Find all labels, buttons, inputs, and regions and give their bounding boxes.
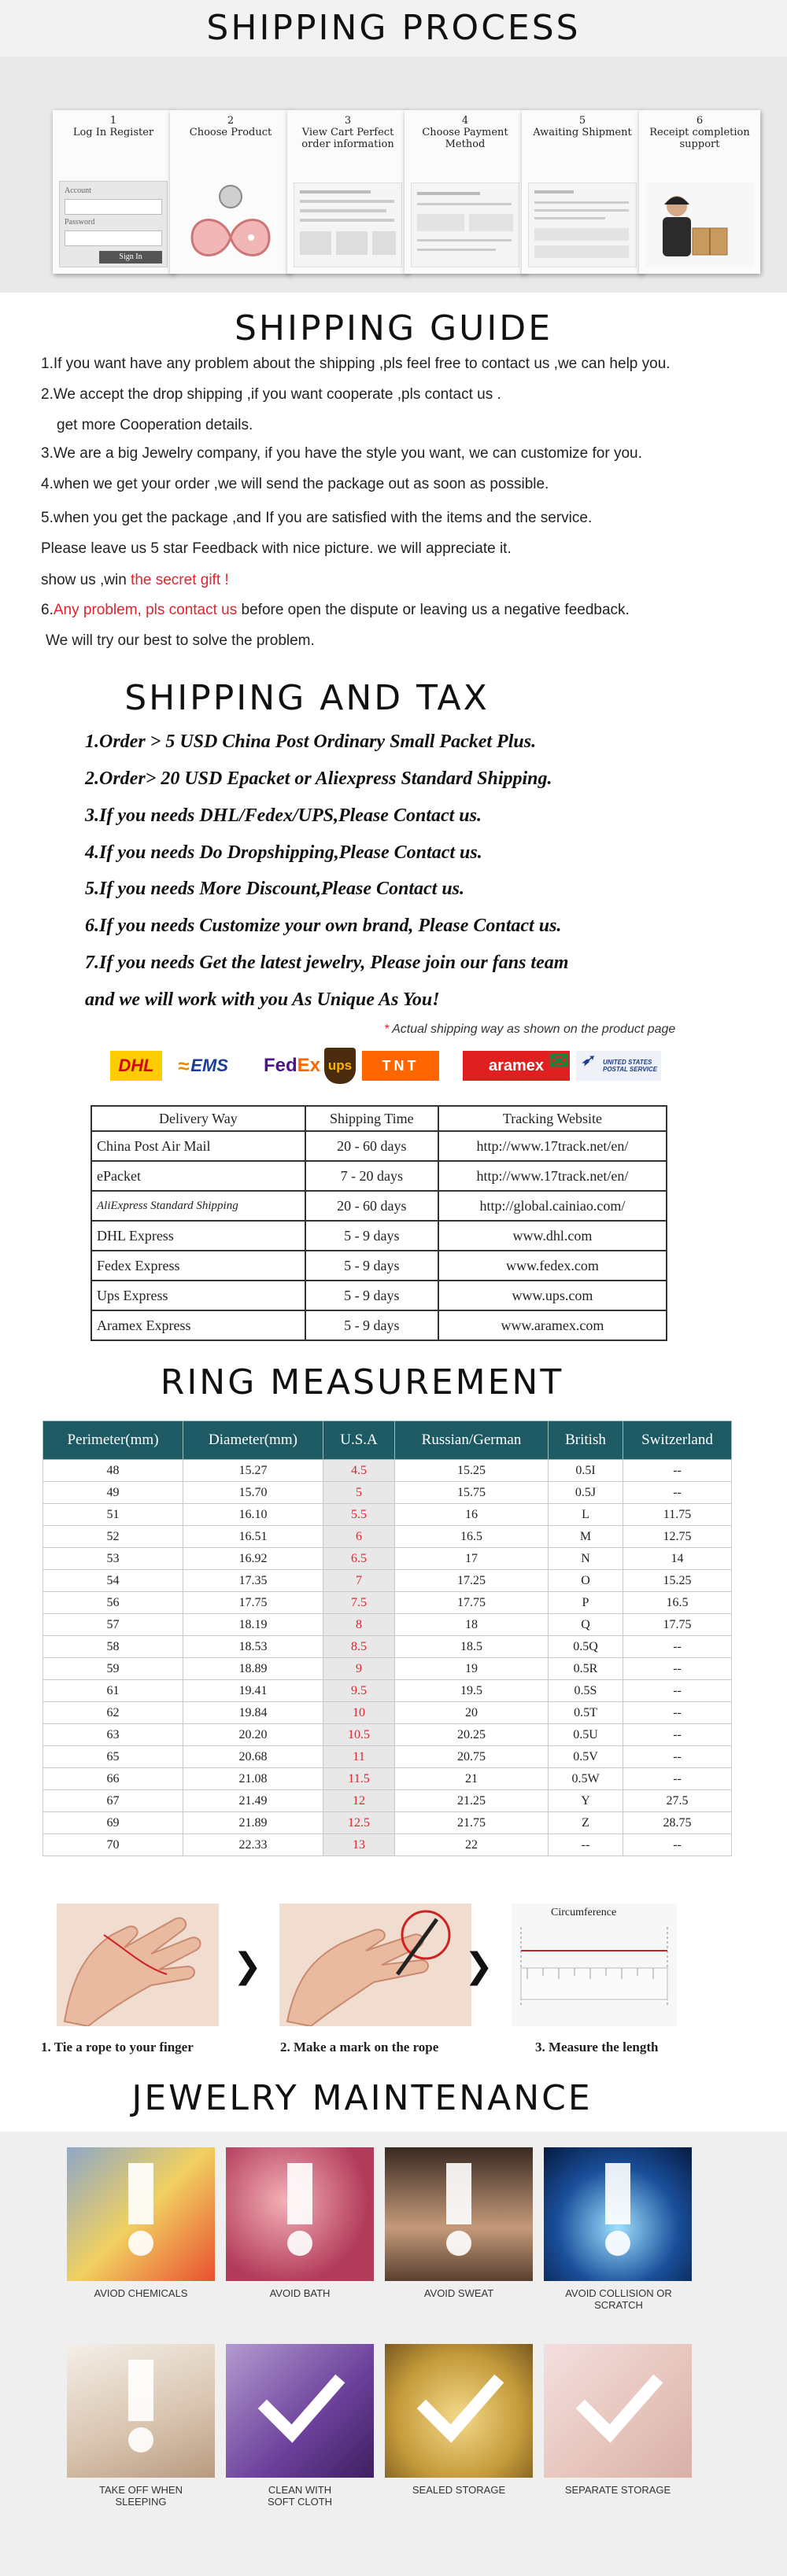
table-cell: -- — [623, 1724, 732, 1746]
table-row — [43, 1526, 732, 1548]
guide-line-5: 4.when we get your order ,we will send the package out as soon as possible. — [41, 476, 549, 492]
table-cell: 17.25 — [395, 1570, 549, 1592]
charm-pendant-image — [176, 182, 285, 267]
login-form-illustration — [59, 181, 168, 267]
step-label: Choose Payment Method — [422, 127, 508, 150]
table-cell: 16.10 — [183, 1504, 323, 1526]
table-row — [43, 1790, 732, 1812]
table-cell: 61 — [43, 1680, 183, 1702]
column-header: Diameter(mm) — [183, 1421, 323, 1460]
table-cell: 59 — [43, 1658, 183, 1680]
guide-line-6: 5.when you get the package ,and If you are satisfied with the items and the service. — [41, 510, 593, 526]
payment-page-image — [411, 182, 519, 267]
table-cell: 20.20 — [183, 1724, 323, 1746]
table-header-row — [91, 1106, 667, 1131]
table-cell: O — [549, 1570, 623, 1592]
table-cell: 10.5 — [323, 1724, 395, 1746]
maintenance-caption: SEALED STORAGE — [412, 2484, 506, 2496]
delivery-table — [91, 1105, 667, 1341]
step-view-cart — [287, 110, 408, 274]
table-row — [43, 1614, 732, 1636]
tax-line-8: and we will work with you As Unique As You! — [85, 989, 440, 1010]
table-cell: M — [549, 1526, 623, 1548]
step-number: 3 — [344, 115, 352, 127]
table-cell: 9 — [323, 1658, 395, 1680]
table-row — [43, 1812, 732, 1834]
table-row — [43, 1460, 732, 1482]
separate-storage-image — [544, 2344, 692, 2478]
table-cell: N — [549, 1548, 623, 1570]
circumference-label: Circumference — [551, 1907, 617, 1918]
table-cell: 17.75 — [395, 1592, 549, 1614]
guide-line-3: get more Cooperation details. — [57, 417, 253, 433]
column-header: Shipping Time — [305, 1106, 438, 1131]
table-cell: 9.5 — [323, 1680, 395, 1702]
table-cell: Q — [549, 1614, 623, 1636]
table-cell: www.aramex.com — [438, 1310, 667, 1340]
fedex-text-b: Ex — [297, 1055, 321, 1076]
take-off-sleeping-image — [67, 2344, 215, 2478]
signin-button: Sign In — [99, 251, 162, 263]
step-choose-product — [170, 110, 291, 274]
table-cell: 66 — [43, 1768, 183, 1790]
table-cell: 21.25 — [395, 1790, 549, 1812]
table-cell: -- — [623, 1636, 732, 1658]
ring-table-body — [43, 1460, 732, 1856]
table-cell: 21.75 — [395, 1812, 549, 1834]
guide-line-9-text: before open the dispute or leaving us a negative feedback. — [237, 602, 630, 618]
fedex-logo — [261, 1051, 323, 1081]
dhl-logo — [110, 1051, 162, 1081]
table-row — [43, 1482, 732, 1504]
table-cell: 20.25 — [395, 1724, 549, 1746]
account-field-label: Account — [65, 186, 91, 195]
table-cell: 65 — [43, 1746, 183, 1768]
tax-line-2: 2.Order> 20 USD Epacket or Aliexpress Standard Shipping. — [85, 768, 552, 789]
table-cell: 19.5 — [395, 1680, 549, 1702]
china-post-logo — [545, 1046, 573, 1076]
tax-line-6: 6.If you needs Customize your own brand, Please Contact us. — [85, 916, 562, 936]
table-cell: 19.41 — [183, 1680, 323, 1702]
table-cell: http://global.cainiao.com/ — [438, 1191, 667, 1221]
measure-step-1: 1. Tie a rope to your finger — [41, 2040, 194, 2055]
table-cell: 7 - 20 days — [305, 1161, 438, 1191]
table-cell: 12.75 — [623, 1526, 732, 1548]
table-header-row — [43, 1421, 732, 1460]
jewelry-maintenance-title: JEWELRY MAINTENANCE — [131, 2078, 593, 2118]
table-cell: 5 - 9 days — [305, 1221, 438, 1251]
maintenance-caption: TAKE OFF WHEN SLEEPING — [99, 2484, 183, 2508]
table-cell: 20.75 — [395, 1746, 549, 1768]
tax-line-1: 1.Order > 5 USD China Post Ordinary Small Packet Plus. — [85, 732, 537, 752]
table-cell: -- — [549, 1834, 623, 1856]
table-cell: 0.5Q — [549, 1636, 623, 1658]
table-row — [43, 1768, 732, 1790]
table-cell: 0.5R — [549, 1658, 623, 1680]
table-cell: Ups Express — [91, 1281, 305, 1310]
table-cell: -- — [623, 1680, 732, 1702]
table-cell: AliExpress Standard Shipping — [91, 1191, 305, 1221]
table-cell: 21.08 — [183, 1768, 323, 1790]
guide-line-8 — [41, 572, 229, 589]
table-cell: P — [549, 1592, 623, 1614]
table-cell: 21.89 — [183, 1812, 323, 1834]
table-cell: 56 — [43, 1592, 183, 1614]
table-row — [91, 1191, 667, 1221]
ups-text: ups — [327, 1058, 353, 1073]
step-label: Awaiting Shipment — [533, 127, 632, 138]
shipping-tax-title: SHIPPING AND TAX — [124, 678, 490, 718]
table-cell: 57 — [43, 1614, 183, 1636]
dhl-text: DHL — [118, 1056, 154, 1075]
table-cell: L — [549, 1504, 623, 1526]
any-problem-text: Any problem, pls contact us — [53, 602, 238, 618]
column-header: Perimeter(mm) — [43, 1421, 183, 1460]
table-cell: ePacket — [91, 1161, 305, 1191]
maintenance-caption: AVOID COLLISION OR SCRATCH — [565, 2287, 672, 2311]
table-cell: 0.5W — [549, 1768, 623, 1790]
usps-text: UNITED STATES POSTAL SERVICE — [603, 1059, 658, 1073]
table-cell: 21 — [395, 1768, 549, 1790]
table-cell: Aramex Express — [91, 1310, 305, 1340]
table-cell: 15.27 — [183, 1460, 323, 1482]
table-row — [43, 1636, 732, 1658]
step-number: 2 — [227, 115, 235, 127]
column-header: U.S.A — [323, 1421, 395, 1460]
table-cell: 7 — [323, 1570, 395, 1592]
table-row — [43, 1834, 732, 1856]
table-cell: 0.5S — [549, 1680, 623, 1702]
table-cell: 18.53 — [183, 1636, 323, 1658]
maintenance-caption: AVIOD CHEMICALS — [94, 2287, 188, 2299]
column-header: British — [549, 1421, 623, 1460]
table-cell: 10 — [323, 1702, 395, 1724]
table-row — [43, 1504, 732, 1526]
table-cell: 15.75 — [395, 1482, 549, 1504]
table-cell: Y — [549, 1790, 623, 1812]
table-cell: 52 — [43, 1526, 183, 1548]
table-cell: 15.25 — [395, 1460, 549, 1482]
table-row — [43, 1702, 732, 1724]
table-cell: www.ups.com — [438, 1281, 667, 1310]
table-cell: -- — [623, 1482, 732, 1504]
tie-rope-image — [57, 1903, 219, 2026]
table-cell: 11.75 — [623, 1504, 732, 1526]
table-cell: 58 — [43, 1636, 183, 1658]
guide-line-4: 3.We are a big Jewelry company, if you have the style you want, we can customize for you. — [41, 445, 642, 462]
guide-line-1: 1.If you want have any problem about the shipping ,pls feel free to contact us ,we can help you. — [41, 356, 671, 372]
table-row — [91, 1161, 667, 1191]
table-cell: 7.5 — [323, 1592, 395, 1614]
step-payment-method — [405, 110, 526, 274]
password-field — [65, 230, 162, 246]
ems-logo: ≈ EMS — [178, 1053, 228, 1078]
table-cell: 16.51 — [183, 1526, 323, 1548]
table-cell: 20 - 60 days — [305, 1191, 438, 1221]
china-post-icon: ✉ — [549, 1048, 569, 1074]
avoid-collision-image — [544, 2147, 692, 2281]
table-cell: www.dhl.com — [438, 1221, 667, 1251]
column-header: Russian/German — [395, 1421, 549, 1460]
table-row — [91, 1251, 667, 1281]
table-cell: 16.5 — [623, 1592, 732, 1614]
table-cell: -- — [623, 1460, 732, 1482]
table-cell: 12.5 — [323, 1812, 395, 1834]
tax-line-7: 7.If you needs Get the latest jewelry, Please join our fans team — [85, 953, 569, 973]
table-cell: 69 — [43, 1812, 183, 1834]
order-form-image — [294, 182, 402, 267]
table-cell: 13 — [323, 1834, 395, 1856]
table-cell: 18.19 — [183, 1614, 323, 1636]
avoid-chemicals-image — [67, 2147, 215, 2281]
table-cell: 5 - 9 days — [305, 1281, 438, 1310]
table-row — [91, 1221, 667, 1251]
table-cell: 22.33 — [183, 1834, 323, 1856]
maintenance-caption: SEPARATE STORAGE — [564, 2484, 671, 2496]
measure-step-2: 2. Make a mark on the rope — [280, 2040, 439, 2055]
guide-line-7: Please leave us 5 star Feedback with nice picture. we will appreciate it. — [41, 540, 512, 557]
table-cell: -- — [623, 1768, 732, 1790]
maintenance-caption: CLEAN WITH SOFT CLOTH — [267, 2484, 333, 2508]
table-cell: 0.5T — [549, 1702, 623, 1724]
table-cell: 6 — [323, 1526, 395, 1548]
table-cell: www.fedex.com — [438, 1251, 667, 1281]
note-text: Actual shipping way as shown on the product page — [392, 1023, 676, 1036]
table-row — [43, 1548, 732, 1570]
step-label: Choose Product — [189, 127, 272, 138]
step-awaiting-shipment — [522, 110, 643, 274]
ring-size-table — [42, 1421, 732, 1856]
table-cell: 17.75 — [623, 1614, 732, 1636]
shipping-note — [384, 1023, 675, 1037]
ups-logo — [324, 1048, 356, 1084]
table-cell: 51 — [43, 1504, 183, 1526]
table-cell: 0.5V — [549, 1746, 623, 1768]
measure-step-3: 3. Measure the length — [535, 2040, 659, 2055]
step-number: 4 — [461, 115, 469, 127]
table-row — [91, 1281, 667, 1310]
shipment-page-image — [528, 182, 637, 267]
table-cell: 4.5 — [323, 1460, 395, 1482]
table-row — [43, 1658, 732, 1680]
step-receipt-completion — [639, 110, 760, 274]
column-header: Switzerland — [623, 1421, 732, 1460]
usps-eagle-icon: ➶ — [581, 1052, 594, 1069]
table-cell: http://www.17track.net/en/ — [438, 1161, 667, 1191]
step-label: Log In Register — [72, 127, 154, 138]
table-cell: 21.49 — [183, 1790, 323, 1812]
clean-soft-cloth-image — [226, 2344, 374, 2478]
account-field — [65, 199, 162, 215]
mark-rope-image — [279, 1903, 471, 2026]
table-cell: 67 — [43, 1790, 183, 1812]
table-cell: Z — [549, 1812, 623, 1834]
tax-line-5: 5.If you needs More Discount,Please Contact us. — [85, 879, 465, 899]
table-cell: 22 — [395, 1834, 549, 1856]
table-cell: 5 - 9 days — [305, 1251, 438, 1281]
table-cell: -- — [623, 1746, 732, 1768]
courier-delivery-image — [645, 182, 754, 267]
fedex-text-a: Fed — [263, 1055, 297, 1076]
guide-line-2: 2.We accept the drop shipping ,if you want cooperate ,pls contact us . — [41, 386, 501, 403]
table-cell: 49 — [43, 1482, 183, 1504]
table-cell: 18.89 — [183, 1658, 323, 1680]
table-row — [43, 1746, 732, 1768]
maintenance-caption: AVOID BATH — [269, 2287, 331, 2299]
step-login — [53, 110, 174, 274]
arrow-right-icon: ❯ — [464, 1946, 493, 1986]
table-cell: 16.92 — [183, 1548, 323, 1570]
step-label: Receipt completion support — [649, 127, 750, 150]
table-row — [43, 1570, 732, 1592]
table-cell: 8.5 — [323, 1636, 395, 1658]
table-cell: 54 — [43, 1570, 183, 1592]
tax-line-3: 3.If you needs DHL/Fedex/UPS,Please Contact us. — [85, 805, 482, 826]
ems-text: EMS — [190, 1056, 228, 1075]
table-cell: 19 — [395, 1658, 549, 1680]
ring-measurement-title: RING MEASUREMENT — [160, 1362, 564, 1402]
table-cell: China Post Air Mail — [91, 1131, 305, 1161]
measure-length-image — [512, 1903, 677, 2026]
guide-line-9-num: 6. — [41, 602, 54, 618]
table-cell: 12 — [323, 1790, 395, 1812]
table-cell: 62 — [43, 1702, 183, 1724]
step-number: 1 — [109, 115, 117, 127]
table-cell: 5 - 9 days — [305, 1310, 438, 1340]
table-cell: 18 — [395, 1614, 549, 1636]
aramex-text: aramex — [488, 1056, 545, 1074]
avoid-bath-image — [226, 2147, 374, 2281]
tax-line-4: 4.If you needs Do Dropshipping,Please Contact us. — [85, 842, 482, 863]
column-header: Tracking Website — [438, 1106, 667, 1131]
secret-gift-text: the secret gift ! — [131, 572, 229, 588]
table-cell: 20 - 60 days — [305, 1131, 438, 1161]
table-cell: Fedex Express — [91, 1251, 305, 1281]
table-cell: -- — [623, 1702, 732, 1724]
table-row — [43, 1680, 732, 1702]
table-cell: 15.70 — [183, 1482, 323, 1504]
table-cell: 6.5 — [323, 1548, 395, 1570]
table-cell: 18.5 — [395, 1636, 549, 1658]
table-cell: 20.68 — [183, 1746, 323, 1768]
table-cell: 0.5J — [549, 1482, 623, 1504]
table-cell: 28.75 — [623, 1812, 732, 1834]
table-cell: 0.5U — [549, 1724, 623, 1746]
step-number: 6 — [696, 115, 704, 127]
table-cell: 17.35 — [183, 1570, 323, 1592]
shipping-process-title: SHIPPING PROCESS — [206, 8, 581, 48]
table-cell: 70 — [43, 1834, 183, 1856]
table-cell: DHL Express — [91, 1221, 305, 1251]
table-cell: 5.5 — [323, 1504, 395, 1526]
avoid-sweat-image — [385, 2147, 533, 2281]
note-star: * — [384, 1023, 390, 1036]
table-cell: 48 — [43, 1460, 183, 1482]
sealed-storage-image — [385, 2344, 533, 2478]
table-cell: -- — [623, 1834, 732, 1856]
table-cell: 16 — [395, 1504, 549, 1526]
table-row — [43, 1592, 732, 1614]
shipping-guide-title: SHIPPING GUIDE — [235, 308, 552, 348]
maintenance-caption: AVOID SWEAT — [423, 2287, 494, 2299]
table-cell: 0.5I — [549, 1460, 623, 1482]
guide-line-10: We will try our best to solve the problem. — [46, 632, 315, 649]
table-row — [91, 1131, 667, 1161]
guide-line-8-text: show us ,win — [41, 572, 131, 588]
column-header: Delivery Way — [91, 1106, 305, 1131]
table-cell: 8 — [323, 1614, 395, 1636]
table-cell: 16.5 — [395, 1526, 549, 1548]
table-cell: http://www.17track.net/en/ — [438, 1131, 667, 1161]
step-label: View Cart Perfect order information — [301, 127, 394, 150]
arrow-right-icon: ❯ — [233, 1946, 262, 1986]
table-cell: 53 — [43, 1548, 183, 1570]
table-cell: 27.5 — [623, 1790, 732, 1812]
password-field-label: Password — [65, 218, 95, 227]
table-cell: 5 — [323, 1482, 395, 1504]
table-cell: 20 — [395, 1702, 549, 1724]
table-cell: 11.5 — [323, 1768, 395, 1790]
table-row — [43, 1724, 732, 1746]
tnt-text: TNT — [382, 1057, 419, 1074]
table-cell: 63 — [43, 1724, 183, 1746]
tnt-logo — [362, 1051, 439, 1081]
table-cell: 14 — [623, 1548, 732, 1570]
guide-line-9 — [41, 602, 630, 619]
table-cell: 19.84 — [183, 1702, 323, 1724]
table-row — [91, 1310, 667, 1340]
table-cell: 11 — [323, 1746, 395, 1768]
table-cell: -- — [623, 1658, 732, 1680]
step-number: 5 — [578, 115, 586, 127]
usps-logo — [576, 1051, 661, 1081]
table-cell: 17.75 — [183, 1592, 323, 1614]
table-cell: 15.25 — [623, 1570, 732, 1592]
table-cell: 17 — [395, 1548, 549, 1570]
